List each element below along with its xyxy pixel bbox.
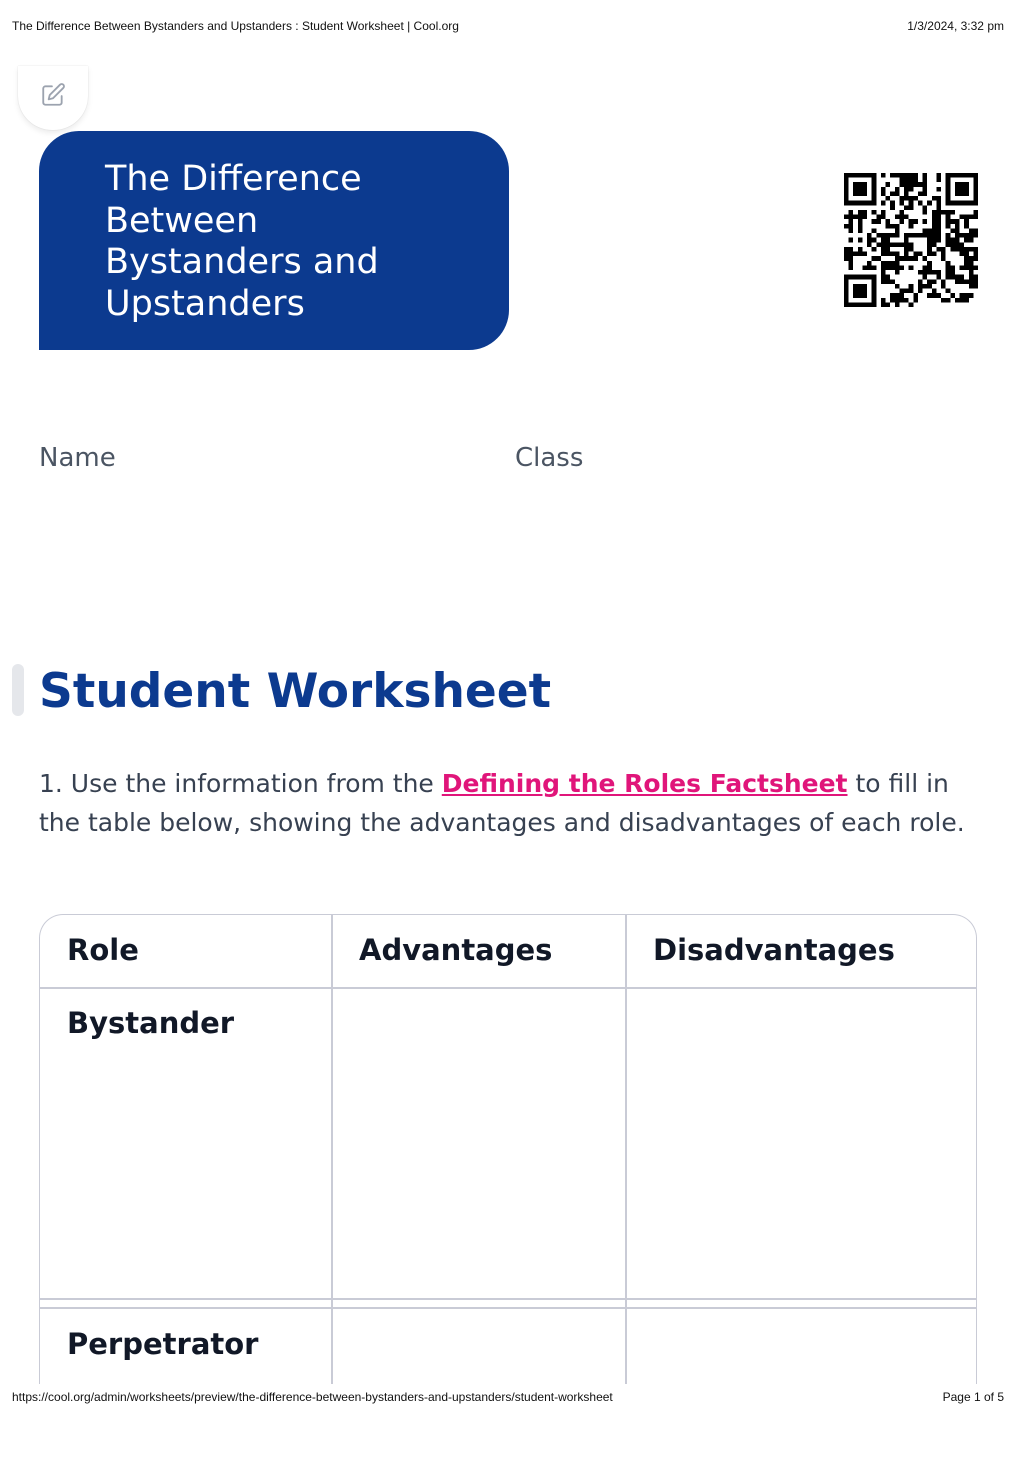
qr-code[interactable] [844,173,978,307]
section-marker [12,664,24,716]
header-advantages: Advantages [359,933,553,967]
edit-button[interactable] [18,66,88,130]
table-row-divider [40,1298,976,1300]
instruction-prefix: 1. Use the information from the [39,769,442,798]
header-disadvantages: Disadvantages [653,933,895,967]
table-column-divider [625,915,627,1384]
edit-icon [40,82,66,108]
name-field-label: Name [39,443,116,473]
table-row-divider [40,987,976,989]
print-footer-url: https://cool.org/admin/worksheets/preview/the-difference-between-bystanders-and-upstanders/student-worksheet [12,1390,613,1404]
instruction-text [39,765,984,842]
factsheet-link[interactable]: Defining the Roles Factsheet [441,769,848,798]
class-field-label: Class [515,443,584,473]
header-role: Role [67,933,139,967]
roles-table [39,914,977,1384]
print-header-title: The Difference Between Bystanders and Upstanders : Student Worksheet | Cool.org [12,19,459,33]
instruction-suffix: to fill in the table below, showing the advantages and disadvantages of each role. [39,769,965,837]
row-role-bystander: Bystander [67,1006,235,1040]
print-footer-page: Page 1 of 5 [942,1390,1004,1404]
print-header-date: 1/3/2024, 3:32 pm [907,19,1004,33]
row-role-perpetrator: Perpetrator [67,1327,259,1361]
worksheet-title: The Difference Between Bystanders and Upstanders [105,159,379,324]
table-row-divider [40,1307,976,1309]
section-title: Student Worksheet [39,664,552,719]
title-card [39,131,509,350]
table-column-divider [331,915,333,1384]
